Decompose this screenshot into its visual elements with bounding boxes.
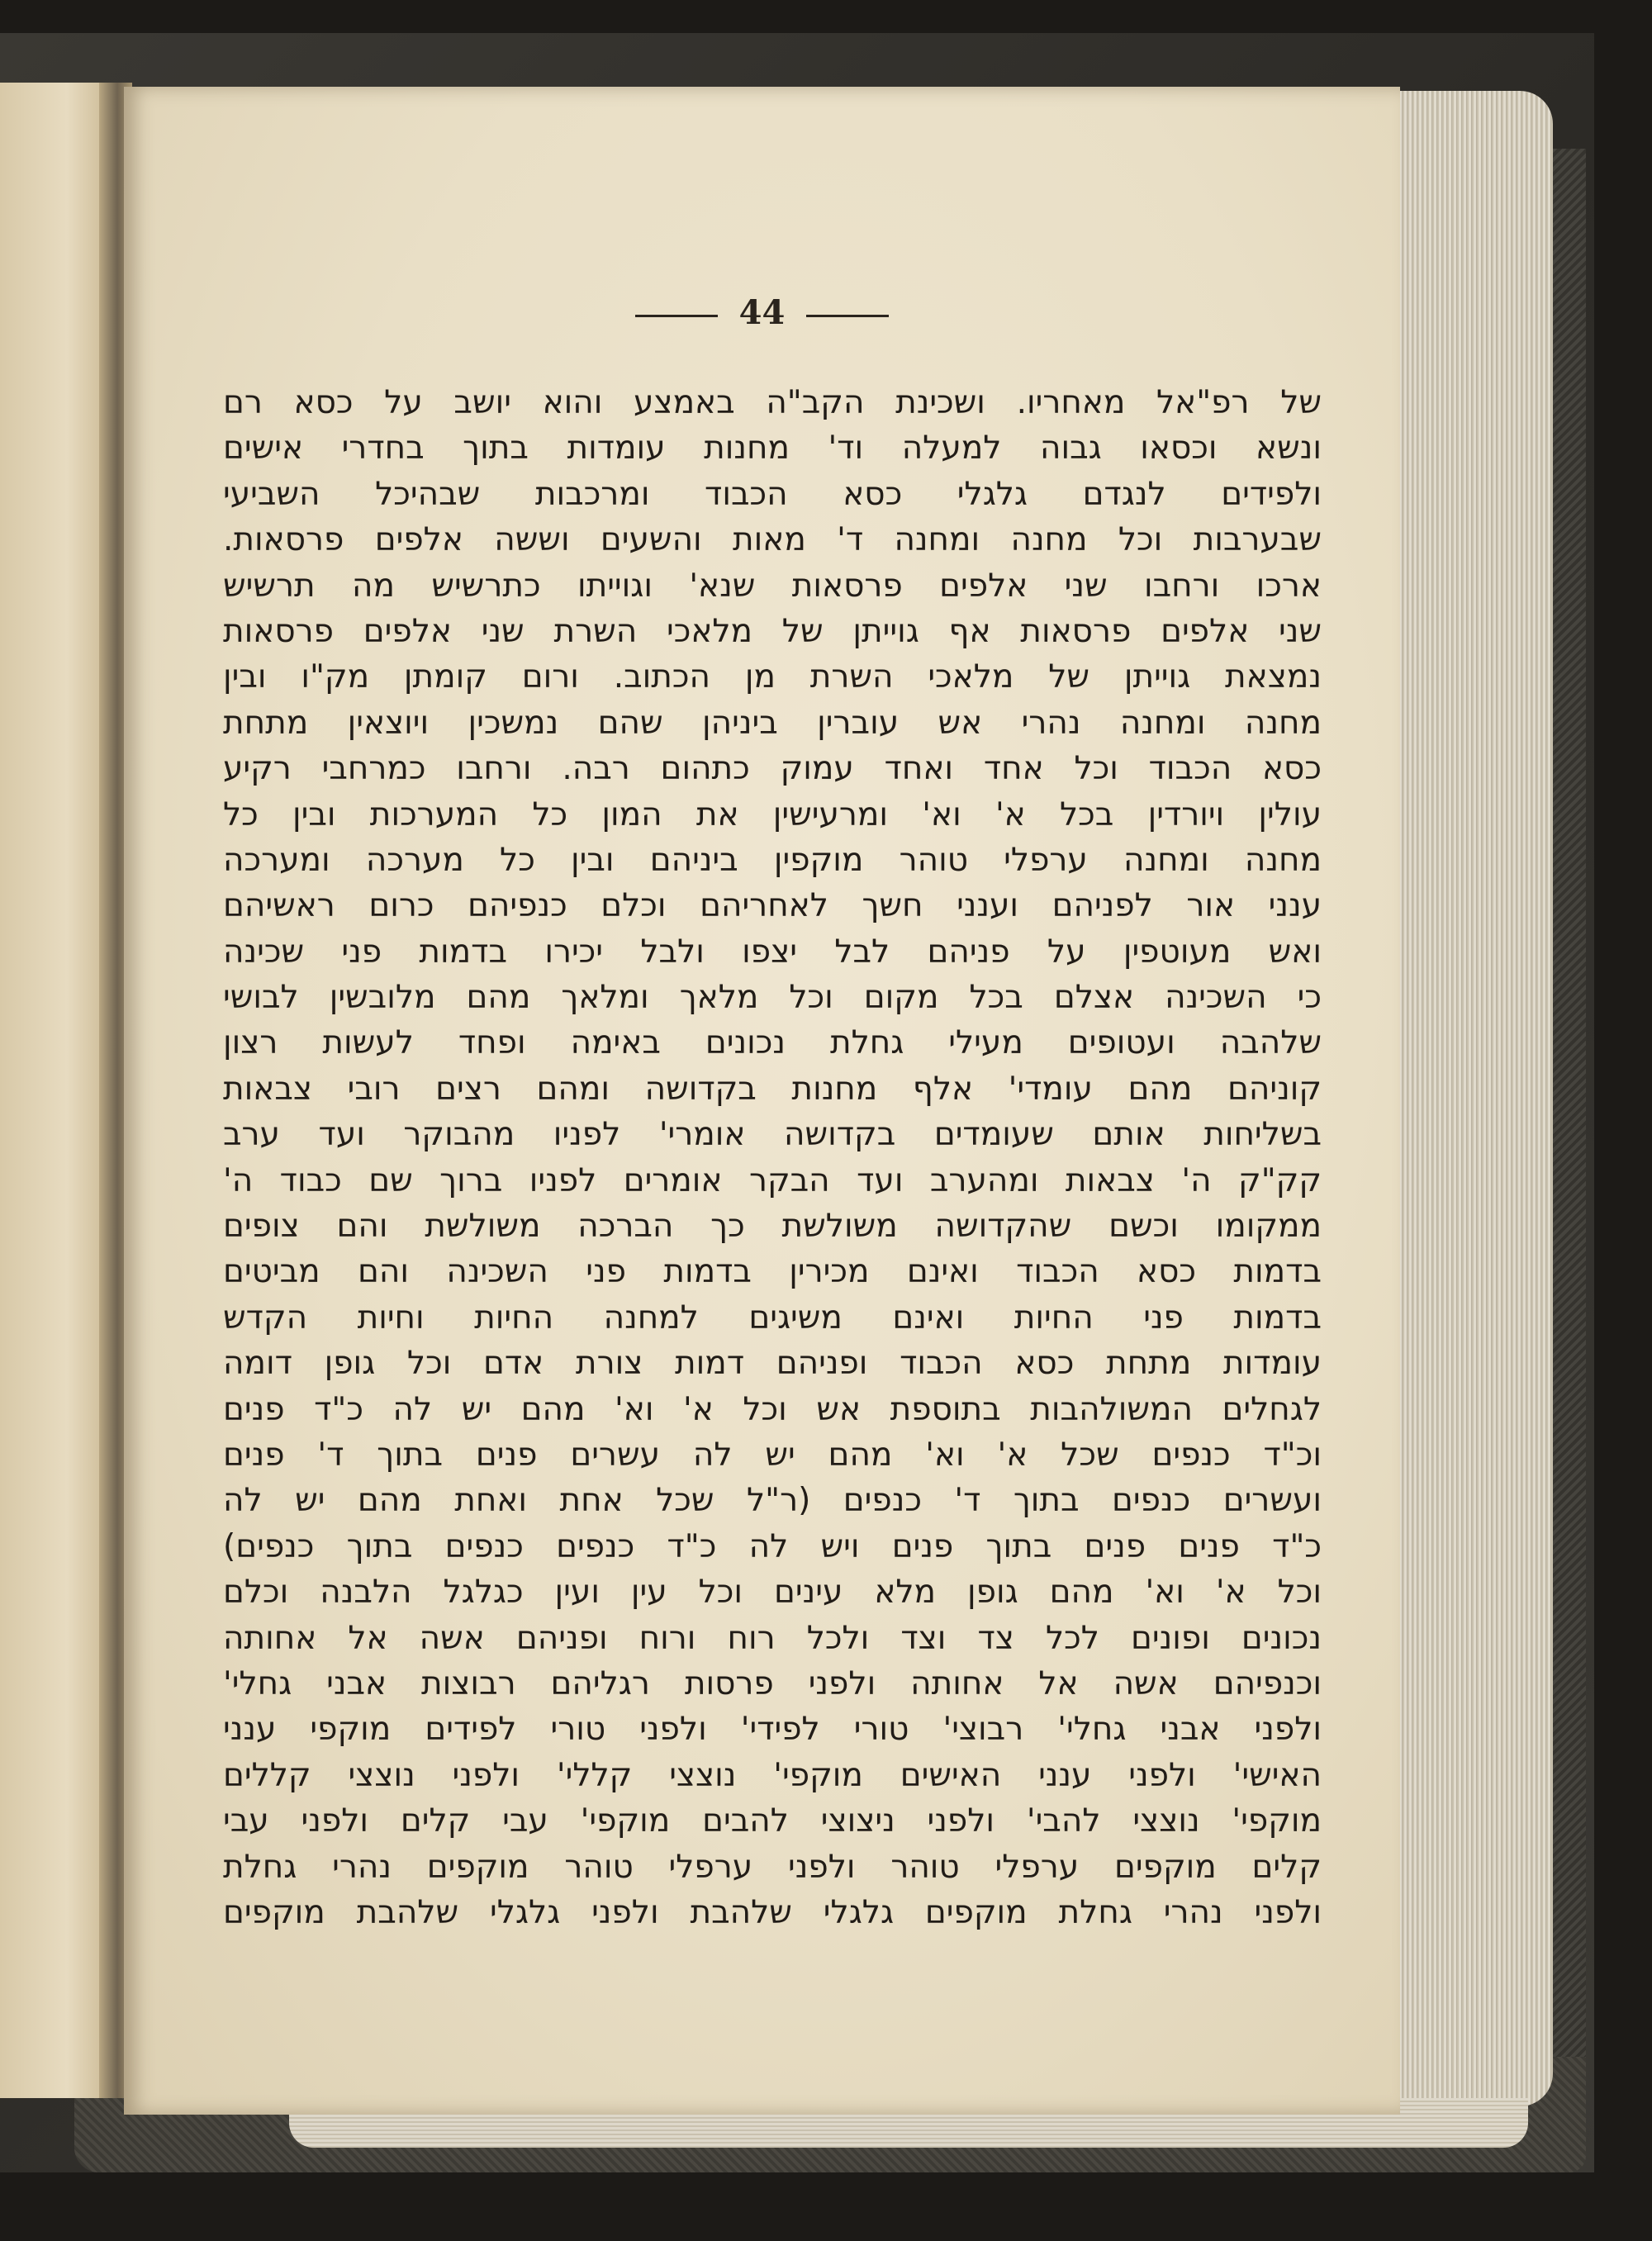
text-line: שבערבות וכל מחנה ומחנה ד' מאות והשעים וששה אלפים פרסאות. [223, 521, 1322, 559]
text-line: כ"ד פנים פנים בתוך פנים ויש לה כ"ד כנפים כנפים בתוך כנפים) [223, 1527, 1322, 1565]
text-line: מוקפי' נוצצי להבי' ולפני ניצוצי להבים מוקפי' עבי קלים ולפני עבי [223, 1802, 1322, 1840]
text-line: בשליחות אותם שעומדים בקדושה אומרי' לפניו מהבוקר ועד ערב [223, 1116, 1322, 1154]
text-line: כסא הכבוד וכל אחד ואחד עמוק כתהום רבה. ורחבו כמרחבי רקיע [223, 750, 1322, 788]
text-line: ועשרים כנפים בתוך ד' כנפים (ר"ל שכל אחת ואחת מהם יש לה [223, 1482, 1322, 1520]
text-line: נכונים ופונים לכל צד וצד ולכל רוח ורוח ופניהם אשה אל אחותה [223, 1619, 1322, 1657]
text-line: שני אלפים פרסאות אף גוייתן של מלאכי השרת שני אלפים פרסאות [223, 612, 1322, 650]
text-line: בדמות פני החיות ואינם משיגים למחנה החיות וחיות הקדש [223, 1299, 1322, 1337]
text-line: קלים מוקפים ערפלי טוהר ולפני ערפלי טוהר מוקפים נהרי גחלת [223, 1848, 1322, 1886]
text-line: עולין ויורדין בכל א' וא' ומרעישין את המון כל המערכות ובין כל [223, 795, 1322, 833]
left-page [0, 83, 112, 2098]
text-line: ולפני נהרי גחלת מוקפים גלגלי שלהבת ולפני גלגלי שלהבת מוקפים [223, 1893, 1322, 1931]
text-block [223, 380, 1322, 1935]
text-line: נמצאת גוייתן של מלאכי השרת מן הכתוב. ורום קומתן מק"ו ובין [223, 658, 1322, 696]
text-line: ארכו ורחבו שני אלפים פרסאות שנא' וגוייתו כתרשיש מה תרשיש [223, 567, 1322, 605]
text-line: קק"ק ה' צבאות ומהערב ועד הבקר אומרים לפניו ברוך שם כבוד ה' [223, 1161, 1322, 1199]
text-line: קוניהם מהם עומדי' אלף מחנות בקדושה ומהם רצים רובי צבאות [223, 1070, 1322, 1108]
text-line: וכל א' וא' מהם גופן מלא עינים וכל עין ועין כגלגל הלבנה וכלם [223, 1574, 1322, 1612]
header-rule-right [806, 315, 889, 317]
text-line: ואש מעוטפין על פניהם לבל יצפו ולבל יכירו בדמות פני שכינה [223, 933, 1322, 971]
text-line: ולפידים לנגדם גלגלי כסא הכבוד ומרכבות שבהיכל השביעי [223, 475, 1322, 513]
text-line: מחנה ומחנה נהרי אש עוברין ביניהן שהם נמשכין ויוצאין מתחת [223, 704, 1322, 742]
text-line: וכ"ד כנפים שכל א' וא' מהם יש לה עשרים פנים בתוך ד' פנים [223, 1436, 1322, 1474]
text-line: ענני אור לפניהם וענני חשך לאחריהם וכלם כנפיהם כרום ראשיהם [223, 887, 1322, 925]
text-line: מחנה ומחנה ערפלי טוהר מוקפין ביניהם ובין כל מערכה ומערכה [223, 841, 1322, 879]
text-line: ונשא וכסאו גבוה למעלה וד' מחנות עומדות בתוך בחדרי אישים [223, 430, 1322, 468]
page-header [124, 293, 1400, 332]
page-block-edges [1388, 91, 1553, 2106]
text-line: של רפ"אל מאחריו. ושכינת הקב"ה באמצע והוא יושב על כסא רם [223, 384, 1322, 421]
page-number: 44 [738, 293, 786, 332]
right-page [124, 87, 1400, 2115]
text-line: ולפני אבני גחלי' רבוצי' טורי לפידי' ולפני טורי לפידים מוקפי ענני [223, 1711, 1322, 1749]
text-line: לגחלים המשולהבות בתוספת אש וכל א' וא' מהם יש לה כ"ד פנים [223, 1390, 1322, 1428]
text-line: עומדות מתחת כסא הכבוד ופניהם דמות צורת אדם וכל גופן דומה [223, 1345, 1322, 1383]
text-line: וכנפיהם אשה אל אחותה ולפני פרסות רגליהם רבוצות אבני גחלי' [223, 1664, 1322, 1702]
text-line: בדמות כסא הכבוד ואינם מכירין בדמות פני השכינה והם מביטים [223, 1253, 1322, 1291]
text-line: האישי' ולפני ענני האישים מוקפי' נוצצי קללי' ולפני נוצצי קללים [223, 1756, 1322, 1794]
text-line: כי השכינה אצלם בכל מקום וכל מלאך ומלאך מהם מלובשין לבושי [223, 979, 1322, 1017]
header-rule-left [635, 315, 718, 317]
text-line: ממקומו וכשם שהקדושה משולשת כך הברכה משולשת והם צופים [223, 1208, 1322, 1246]
text-line: שלהבה ועטופים מעילי גחלת נכונים באימה ופחד לעשות רצון [223, 1024, 1322, 1062]
